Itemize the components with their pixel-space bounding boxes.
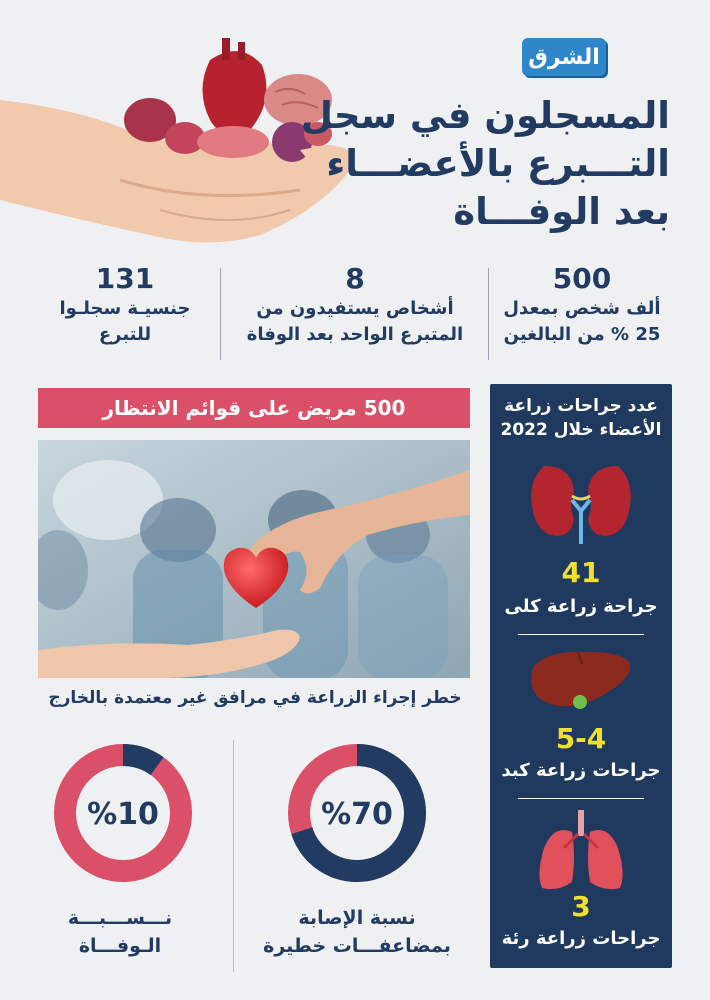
stat-text-line-1: جنسيـة سجلـوا bbox=[59, 298, 191, 319]
kidney-count: 41 bbox=[561, 556, 601, 589]
stat-beneficiaries bbox=[225, 262, 485, 362]
stat-text-line-1: ألف شخص بمعدل bbox=[503, 298, 661, 319]
title-line-1: المسجلون في سجل bbox=[300, 94, 670, 137]
complications-label bbox=[250, 904, 464, 960]
mortality-ring bbox=[48, 738, 198, 888]
stat-nationalities bbox=[40, 262, 210, 362]
complications-ring bbox=[282, 738, 432, 888]
stat-value: 131 bbox=[95, 262, 155, 295]
panel-title-line-2: الأعضاء خلال 2022 bbox=[500, 420, 662, 440]
lung-count: 3 bbox=[571, 890, 591, 923]
stat-value: 8 bbox=[345, 262, 365, 295]
heart-handover-photo bbox=[38, 440, 470, 678]
stat-text-line-1: أشخاص يستفيدون من bbox=[256, 298, 454, 319]
panel-divider bbox=[518, 798, 644, 799]
lungs-icon bbox=[534, 808, 628, 894]
liver-label: جراحات زراعة كبد bbox=[501, 760, 661, 781]
ring-label-line-2: الـوفـــاة bbox=[78, 935, 162, 957]
brand-logo: الشرق bbox=[522, 38, 606, 76]
stat-text-line-2: 25 % من البالغين bbox=[503, 324, 661, 345]
waiting-list-banner: 500 مريض على قوائم الانتظار bbox=[38, 388, 470, 428]
panel-divider bbox=[518, 634, 644, 635]
ring-label-line-2: بمضاعفـــات خطيرة bbox=[263, 935, 451, 957]
hand-organs-illustration bbox=[0, 30, 370, 250]
transplant-panel bbox=[490, 384, 672, 968]
liver-count: 5-4 bbox=[555, 722, 607, 755]
ring-value: %10 bbox=[87, 797, 159, 832]
stat-text-line-2: المتبرع الواحد بعد الوفاة bbox=[246, 324, 464, 345]
panel-title-line-1: عدد جراحات زراعة bbox=[504, 396, 658, 416]
main-title bbox=[300, 92, 670, 236]
stat-divider bbox=[220, 268, 221, 360]
rings-divider bbox=[233, 740, 234, 972]
ring-label-line-1: نسبة الإصابة bbox=[298, 907, 416, 929]
mortality-label bbox=[20, 904, 220, 960]
stat-value: 500 bbox=[552, 262, 612, 295]
title-line-2: التـــبرع بالأعضـــاء bbox=[326, 142, 670, 185]
title-line-3: بعد الوفـــاة bbox=[453, 190, 670, 233]
kidney-icon bbox=[526, 456, 636, 546]
stat-divider bbox=[488, 268, 489, 360]
ring-value: %70 bbox=[321, 797, 393, 832]
liver-icon bbox=[528, 646, 634, 716]
kidney-label: جراحة زراعة كلى bbox=[504, 596, 658, 617]
risk-title: خطر إجراء الزراعة في مرافق غير معتمدة بالخارج bbox=[48, 688, 462, 708]
stat-text-line-2: للتبرع bbox=[98, 324, 152, 345]
stat-registered bbox=[492, 262, 672, 362]
ring-label-line-1: نـــســـبـــة bbox=[67, 907, 173, 929]
lung-label: جراحات زراعة رئة bbox=[501, 928, 661, 949]
panel-title bbox=[490, 394, 672, 442]
